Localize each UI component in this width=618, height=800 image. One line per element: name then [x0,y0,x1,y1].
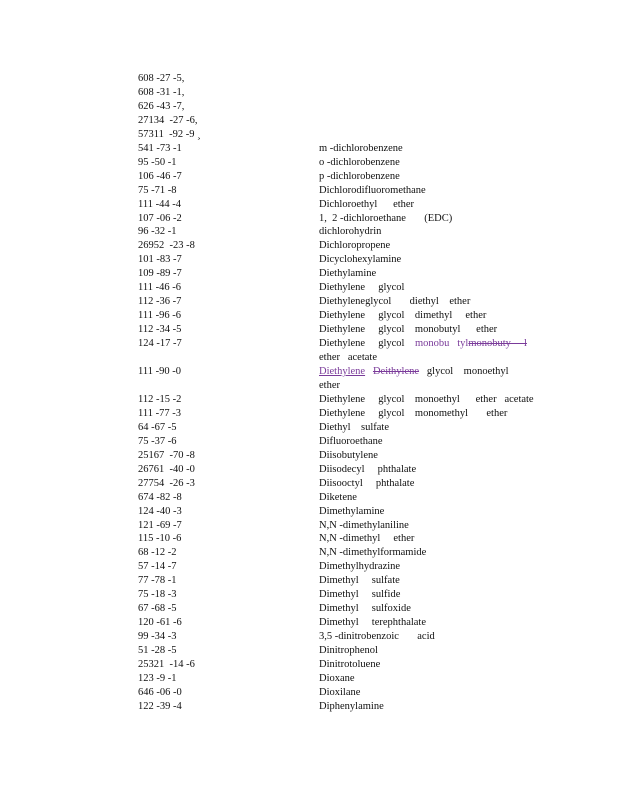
list-row [138,128,578,142]
chemical-name: Difluoroethane [319,435,383,447]
cas-number: 124 -17 -7 [138,338,182,350]
cas-number: 646 -06 -0 [138,686,182,698]
chemical-name: Diethylene glycol dimethyl ether [319,310,487,322]
chemical-name [319,114,578,128]
chemical-name: Dinitrotoluene [319,659,381,671]
list-row [138,337,578,351]
list-row [138,267,578,281]
chemical-name: N,N -dimethylformamide [319,547,427,559]
cas-number: 96 -32 -1 [138,226,177,238]
chemical-name: dichlorohydrin [319,226,382,238]
chemical-name: Dichlorodifluoromethane [319,184,426,196]
list-row [138,421,578,435]
chemical-name: Dichloroethyl ether [319,198,415,210]
list-row [138,156,578,170]
chemical-name: Diketene [319,491,357,503]
chemical-name: Diethylene glycol [319,282,405,294]
chemical-name: Diphenylamine [319,700,384,712]
chemical-name [319,128,578,142]
chemical-name: Dimethyl sulfate [319,575,400,587]
chemical-name: p -dichlorobenzene [319,170,400,182]
list-row [138,588,578,602]
chemical-name: Diethyleneglycol diethyl ether [319,296,471,308]
list-row [138,532,578,546]
list-row [138,505,578,519]
list-row [138,686,578,700]
list-row [138,198,578,212]
list-row [138,309,578,323]
list-row [138,616,578,630]
cas-number: 27134 -27 -6, [138,114,198,126]
chemical-name: ether acetate [319,352,377,364]
chemical-name: Diisooctyl phthalate [319,477,415,489]
chemical-name [319,86,578,100]
cas-number: 75 -37 -6 [138,435,177,447]
cas-number: 67 -68 -5 [138,603,177,615]
cas-number: 26952 -23 -8 [138,240,195,252]
revised-text: Diethylene [319,366,366,378]
chemical-name: N,N -dimethylaniline [319,519,409,531]
list-row [138,142,578,156]
chemical-name [319,72,578,86]
cas-number: 122 -39 -4 [138,700,182,712]
list-row [138,519,578,533]
revised-text: monobu tyl [414,338,469,350]
cas-number: 77 -78 -1 [138,575,177,587]
cas-number: 106 -46 -7 [138,170,182,182]
list-row [138,393,578,407]
cas-number: 57311 -92 -9 ¸ [138,128,201,140]
list-row [138,184,578,198]
chemical-name: Dimethyl terephthalate [319,617,427,629]
cas-number: 674 -82 -8 [138,491,182,503]
chemical-name: Diethylamine [319,268,377,280]
cas-number: 25321 -14 -6 [138,659,195,671]
cas-number: 115 -10 -6 [138,533,182,545]
chemical-list [138,72,578,714]
list-row [138,212,578,226]
deleted-text: Deithylene [372,366,420,378]
list-row [138,100,578,114]
chemical-name: Dicyclohexylamine [319,254,402,266]
chemical-name [319,337,578,351]
list-row [138,225,578,239]
cas-number [138,351,319,365]
cas-number: 112 -34 -5 [138,324,182,336]
chemical-name: Dinitrophenol [319,645,378,657]
list-row [138,602,578,616]
chemical-name: N,N -dimethyl ether [319,533,415,545]
chemical-name: Diethyl sulfate [319,421,389,433]
list-row [138,365,578,379]
list-row [138,658,578,672]
chemical-name: m -dichlorobenzene [319,142,403,154]
cas-number: 121 -69 -7 [138,519,182,531]
cas-number: 541 -73 -1 [138,142,182,154]
list-row [138,491,578,505]
cas-number: 626 -43 -7, [138,100,185,112]
chemical-name [319,100,578,114]
list-row [138,323,578,337]
list-row [138,700,578,714]
list-row [138,86,578,100]
list-row [138,630,578,644]
list-row [138,72,578,86]
cas-number: 111 -44 -4 [138,198,181,210]
list-row [138,253,578,267]
chemical-name: Diisodecyl phthalate [319,463,417,475]
cas-number: 608 -27 -5, [138,73,185,84]
cas-number: 101 -83 -7 [138,254,182,266]
cas-number: 99 -34 -3 [138,631,177,643]
cas-number: 27754 -26 -3 [138,477,195,489]
cas-number: 75 -71 -8 [138,184,177,196]
chemical-name: Dimethyl sulfoxide [319,603,411,615]
cas-number: 64 -67 -5 [138,421,177,433]
chemical-name: Dichloropropene [319,240,391,252]
chemical-name: ether [319,379,340,391]
deleted-text: monobuty l [468,338,527,350]
cas-number: 51 -28 -5 [138,645,177,657]
chemical-name [319,365,578,379]
cas-number: 123 -9 -1 [138,672,177,684]
chemical-name: Diethylene glycol monomethyl ether [319,407,508,419]
list-row [138,114,578,128]
cas-number: 75 -18 -3 [138,589,177,601]
chemical-name: Dimethylhydrazine [319,561,401,573]
list-row [138,644,578,658]
chemical-name: Dimethyl sulfide [319,589,401,601]
cas-number: 112 -36 -7 [138,296,182,308]
list-row [138,407,578,421]
cas-number: 120 -61 -6 [138,617,182,629]
list-row [138,239,578,253]
cas-number: 111 -46 -6 [138,282,181,294]
cas-number: 111 -96 -6 [138,310,181,322]
list-row [138,477,578,491]
cas-number: 25167 -70 -8 [138,449,195,461]
chemical-name: Dioxane [319,672,355,684]
list-row [138,295,578,309]
cas-number: 68 -12 -2 [138,547,177,559]
list-row [138,574,578,588]
list-row [138,560,578,574]
cas-number [138,379,319,393]
list-row [138,463,578,477]
cas-number: 107 -06 -2 [138,212,182,224]
name-text: glycol monoethyl [419,366,509,378]
list-row [138,435,578,449]
list-row [138,170,578,184]
cas-number: 112 -15 -2 [138,393,182,405]
chemical-name: Diisobutylene [319,449,378,461]
name-text [365,366,373,377]
list-row [138,546,578,560]
cas-number: 111 -77 -3 [138,407,181,419]
chemical-name: 1, 2 -dichloroethane (EDC) [319,212,453,224]
chemical-name: Dioxilane [319,686,361,698]
cas-number: 26761 -40 -0 [138,463,195,475]
list-row [138,351,578,365]
chemical-name: o -dichlorobenzene [319,156,400,168]
cas-number: 57 -14 -7 [138,561,177,573]
cas-number: 111 -90 -0 [138,366,181,378]
chemical-name: Diethylene glycol monobutyl ether [319,324,498,336]
list-row [138,449,578,463]
cas-number: 109 -89 -7 [138,268,182,280]
name-text: Diethylene glycol [319,338,415,350]
cas-number: 95 -50 -1 [138,156,177,168]
list-row [138,379,578,393]
chemical-name: 3,5 -dinitrobenzoic acid [319,631,435,643]
list-row [138,672,578,686]
list-row [138,281,578,295]
chemical-name: Dimethylamine [319,505,385,517]
cas-number: 124 -40 -3 [138,505,182,517]
chemical-name: Diethylene glycol monoethyl ether acetate [319,393,534,405]
cas-number: 608 -31 -1, [138,86,185,98]
